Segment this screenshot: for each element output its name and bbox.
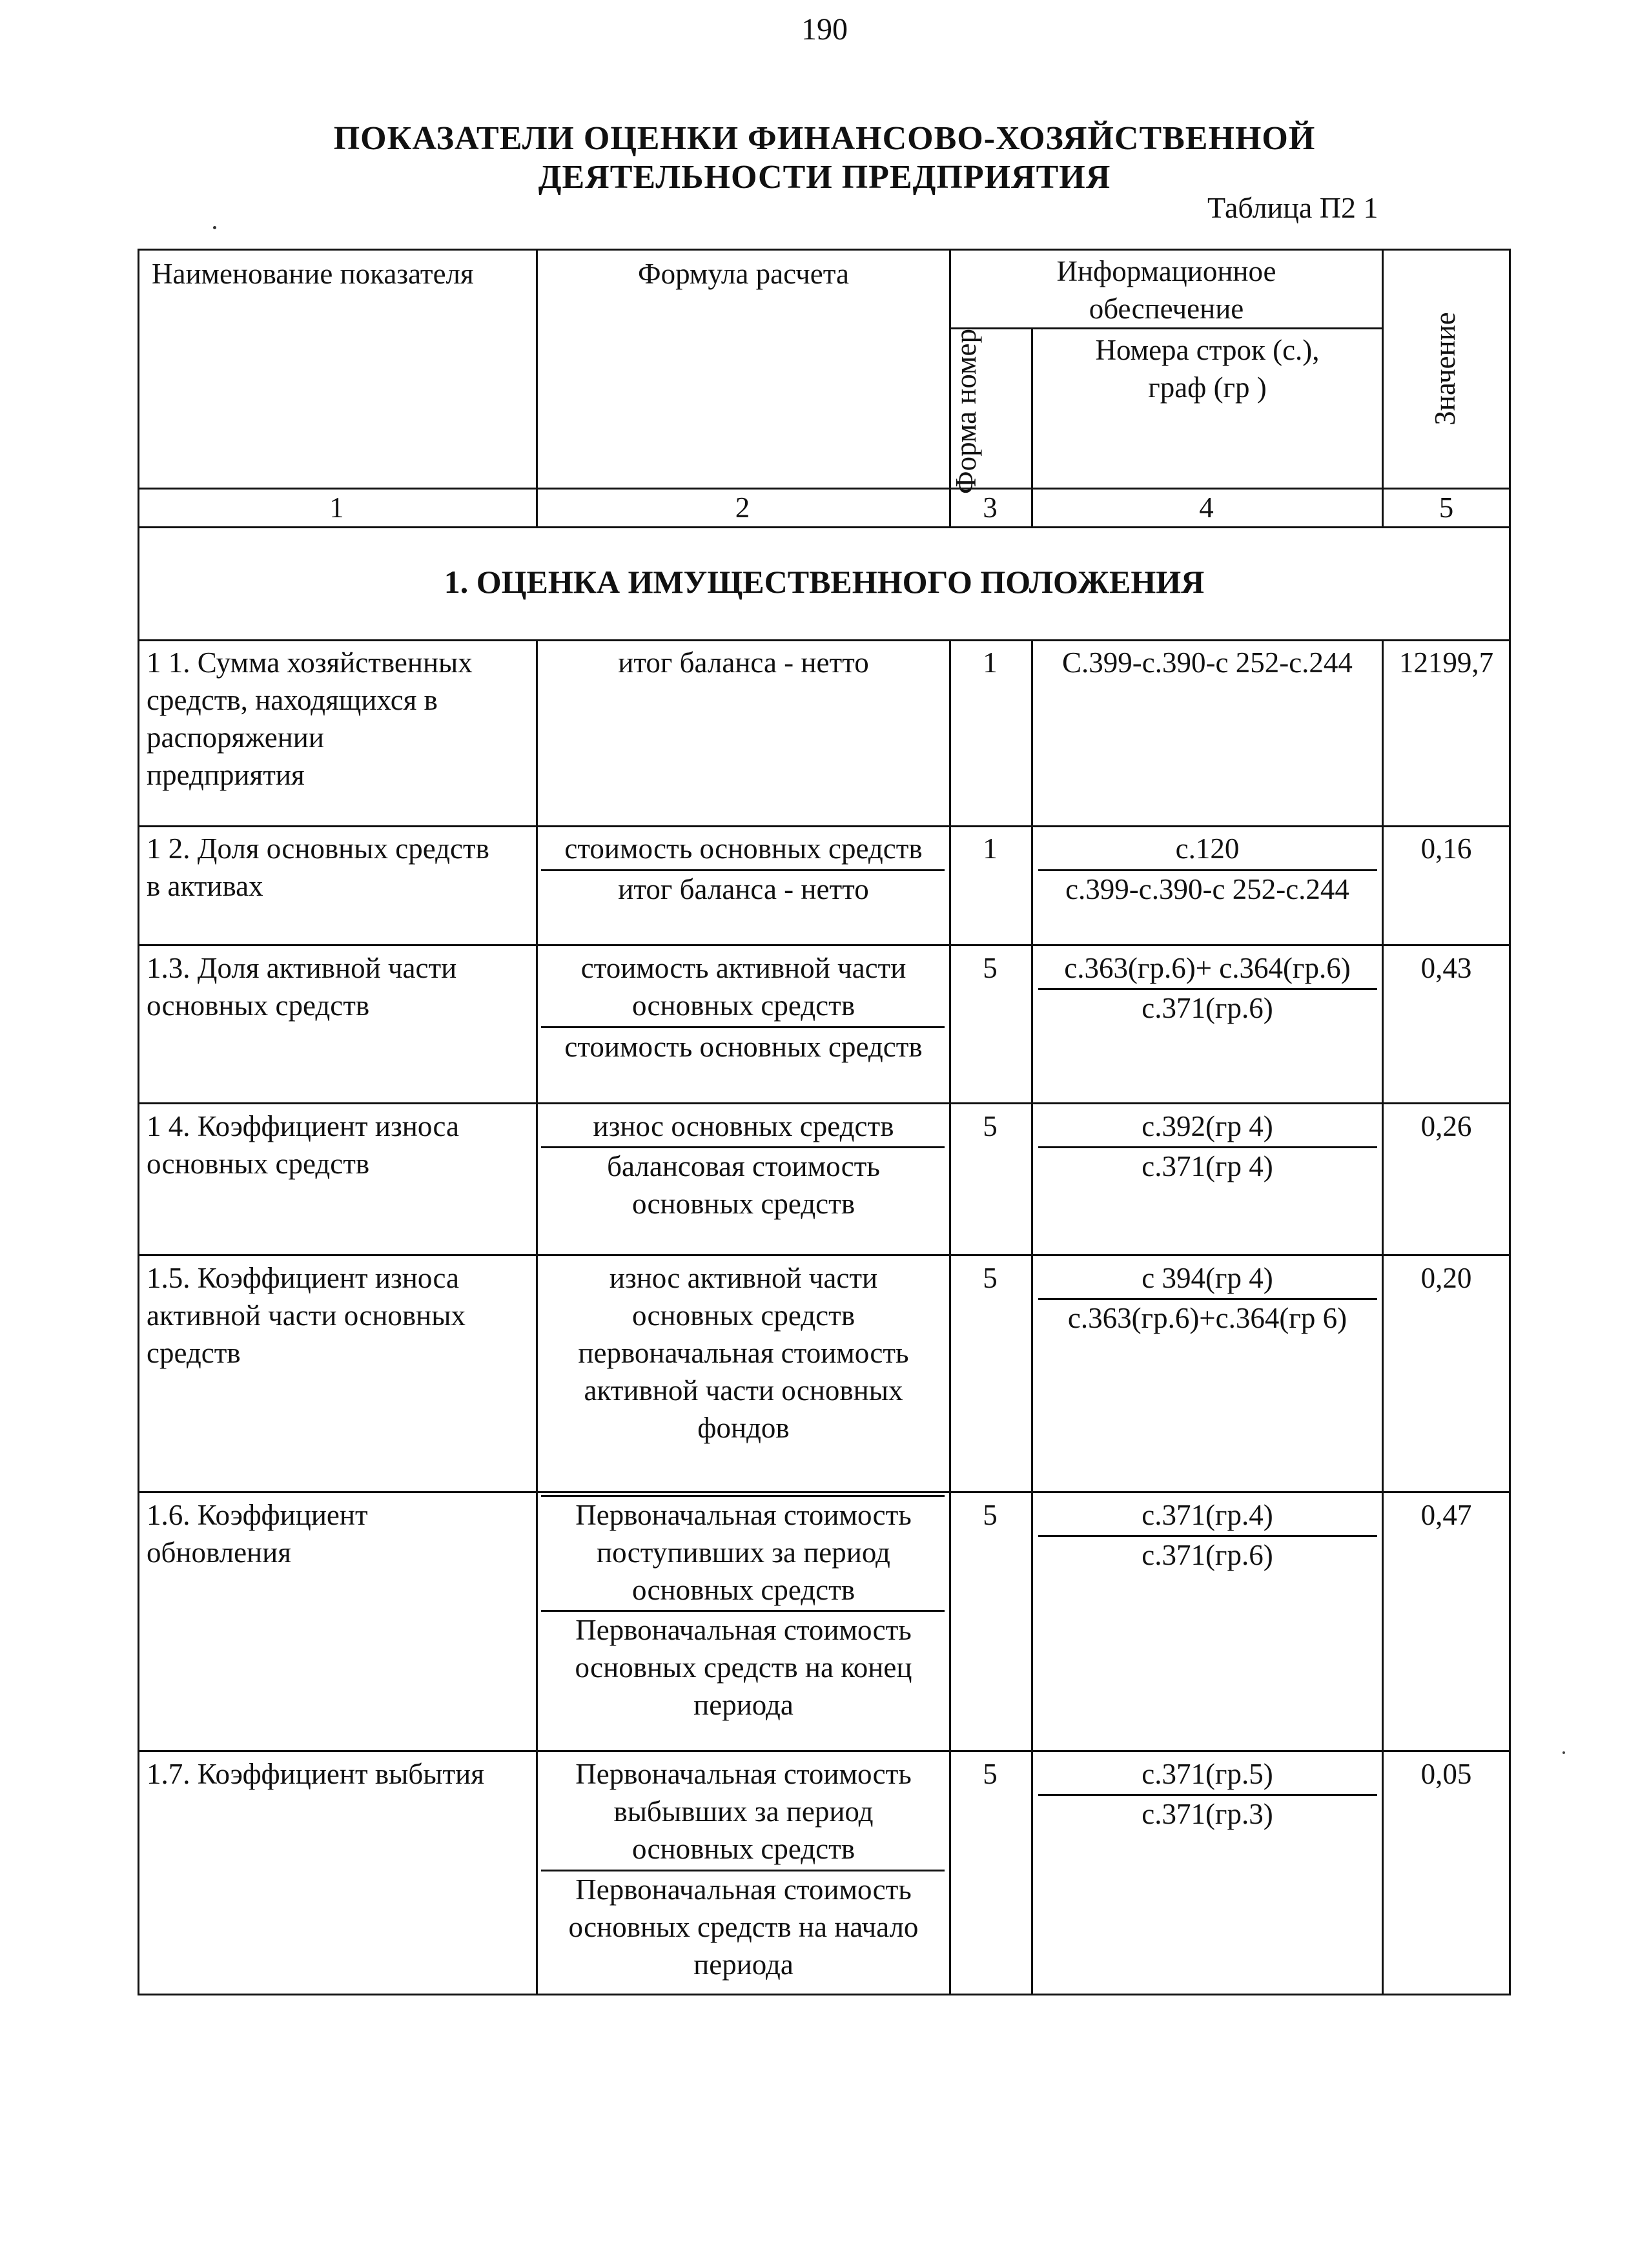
row-1-3-numerator: стоимость активной части основных средств xyxy=(580,952,906,1022)
row-1-5-form: 5 xyxy=(983,1262,998,1294)
table-label: Таблица П2 1 xyxy=(1207,191,1378,224)
row-line xyxy=(138,1750,1511,1752)
row-line xyxy=(138,1491,1511,1493)
row-1-2-value: 0,16 xyxy=(1420,832,1472,865)
row-line xyxy=(138,1102,1511,1104)
header-info-support: Информационное обеспечение xyxy=(1056,255,1276,325)
row-line xyxy=(138,825,1511,827)
col-number-5: 5 xyxy=(1439,491,1454,524)
row-1-3-lines-num: с.363(гр.6)+ с.364(гр.6) xyxy=(1064,952,1351,984)
row-1-1-form: 1 xyxy=(983,646,998,679)
row-1-3-value: 0,43 xyxy=(1420,952,1472,984)
row-1-1-name: 1 1. Сумма хозяйственных средств, находящихся в распоряжении предприятия xyxy=(147,646,473,791)
row-1-4-denominator: балансовая стоимость основных средств xyxy=(607,1150,880,1220)
header-rows-cols: Номера строк (с.), граф (гр ) xyxy=(1095,334,1320,404)
col-number-3: 3 xyxy=(983,491,998,524)
row-1-6-lines-den: с.371(гр.6) xyxy=(1142,1539,1273,1571)
row-1-2-denominator: итог баланса - нетто xyxy=(618,873,869,905)
page-title-line-2: ДЕЯТЕЛЬНОСТИ ПРЕДПРИЯТИЯ xyxy=(538,159,1111,196)
section-title: 1. ОЦЕНКА ИМУЩЕСТВЕННОГО ПОЛОЖЕНИЯ xyxy=(444,564,1205,600)
row-1-7-value: 0,05 xyxy=(1420,1758,1472,1790)
row-1-2-lines-den: с.399-с.390-с 252-с.244 xyxy=(1065,873,1349,905)
row-1-5-value: 0,20 xyxy=(1420,1262,1472,1294)
table-border-top xyxy=(138,249,1511,251)
col-number-2: 2 xyxy=(735,491,750,524)
row-1-6-numerator: Первоначальная стоимость поступивших за период основных средств xyxy=(575,1499,912,1606)
row-1-3-denominator: стоимость основных средств xyxy=(564,1031,923,1063)
table-border-bottom xyxy=(138,1994,1511,1995)
row-1-7-numerator: Первоначальная стоимость выбывших за период основных средств xyxy=(575,1758,912,1865)
row-1-6-form: 5 xyxy=(983,1499,998,1531)
row-1-4-lines-num: с.392(гр 4) xyxy=(1142,1110,1273,1142)
row-1-1-formula: итог баланса - нетто xyxy=(618,646,869,679)
row-1-2-numerator: стоимость основных средств xyxy=(564,832,923,865)
row-1-4-form: 5 xyxy=(983,1110,998,1142)
row-1-7-name: 1.7. Коэффициент выбытия xyxy=(147,1758,484,1790)
row-1-4-numerator: износ основных средств xyxy=(593,1110,894,1142)
row-1-3-name: 1.3. Доля активной части основных средств xyxy=(147,952,457,1022)
row-line xyxy=(138,1254,1511,1256)
header-value: Значение xyxy=(1429,312,1461,426)
row-1-2-name: 1 2. Доля основных средств в активах xyxy=(147,832,489,902)
row-1-4-name: 1 4. Коэффициент износа основных средств xyxy=(147,1110,459,1180)
col-number-4: 4 xyxy=(1199,491,1214,524)
row-1-4-lines-den: с.371(гр 4) xyxy=(1142,1150,1273,1182)
row-1-1-value: 12199,7 xyxy=(1398,646,1494,679)
row-1-7-lines-num: с.371(гр.5) xyxy=(1142,1758,1273,1790)
row-1-7-lines-den: с.371(гр.3) xyxy=(1142,1798,1273,1830)
row-1-3-lines-den: с.371(гр.6) xyxy=(1142,992,1273,1024)
row-1-4-value: 0,26 xyxy=(1420,1110,1472,1142)
row-1-7-form: 5 xyxy=(983,1758,998,1790)
scan-speck xyxy=(1562,1751,1565,1754)
row-1-3-form: 5 xyxy=(983,952,998,984)
page-title-line-1: ПОКАЗАТЕЛИ ОЦЕНКИ ФИНАНСОВО-ХОЗЯЙСТВЕННОЙ xyxy=(333,120,1316,157)
page-number: 190 xyxy=(801,12,848,46)
row-1-6-denominator: Первоначальная стоимость основных средств на конец периода xyxy=(575,1614,912,1721)
header-col-name: Наименование показателя xyxy=(152,258,474,290)
row-1-1-lines: С.399-с.390-с 252-с.244 xyxy=(1062,646,1353,679)
row-1-6-lines-num: с.371(гр.4) xyxy=(1142,1499,1273,1531)
row-1-5-lines-num: с 394(гр 4) xyxy=(1142,1262,1273,1294)
header-form-number: Форма номер xyxy=(950,329,982,494)
col-number-1: 1 xyxy=(329,491,344,524)
row-1-7-denominator: Первоначальная стоимость основных средств на начало периода xyxy=(568,1873,919,1981)
header-col-formula: Формула расчета xyxy=(638,258,849,290)
row-1-5-name: 1.5. Коэффициент износа активной части основных средств xyxy=(147,1262,466,1369)
row-1-6-value: 0,47 xyxy=(1420,1499,1472,1531)
col-line xyxy=(1382,249,1384,526)
col-numbers-bottom-line xyxy=(138,526,1511,528)
indicators-table xyxy=(138,249,1511,1995)
section-bottom-line xyxy=(138,639,1511,641)
row-1-5-denominator: первоначальная стоимость активной части основных фондов xyxy=(578,1337,909,1444)
scan-speck xyxy=(213,226,216,229)
row-1-6-name: 1.6. Коэффициент обновления xyxy=(147,1499,368,1569)
row-1-5-numerator: износ активной части основных средств xyxy=(609,1262,878,1332)
row-1-2-form: 1 xyxy=(983,832,998,865)
row-1-5-lines-den: с.363(гр.6)+с.364(гр 6) xyxy=(1067,1302,1347,1334)
row-1-2-lines-num: с.120 xyxy=(1175,832,1240,865)
row-line xyxy=(138,944,1511,946)
